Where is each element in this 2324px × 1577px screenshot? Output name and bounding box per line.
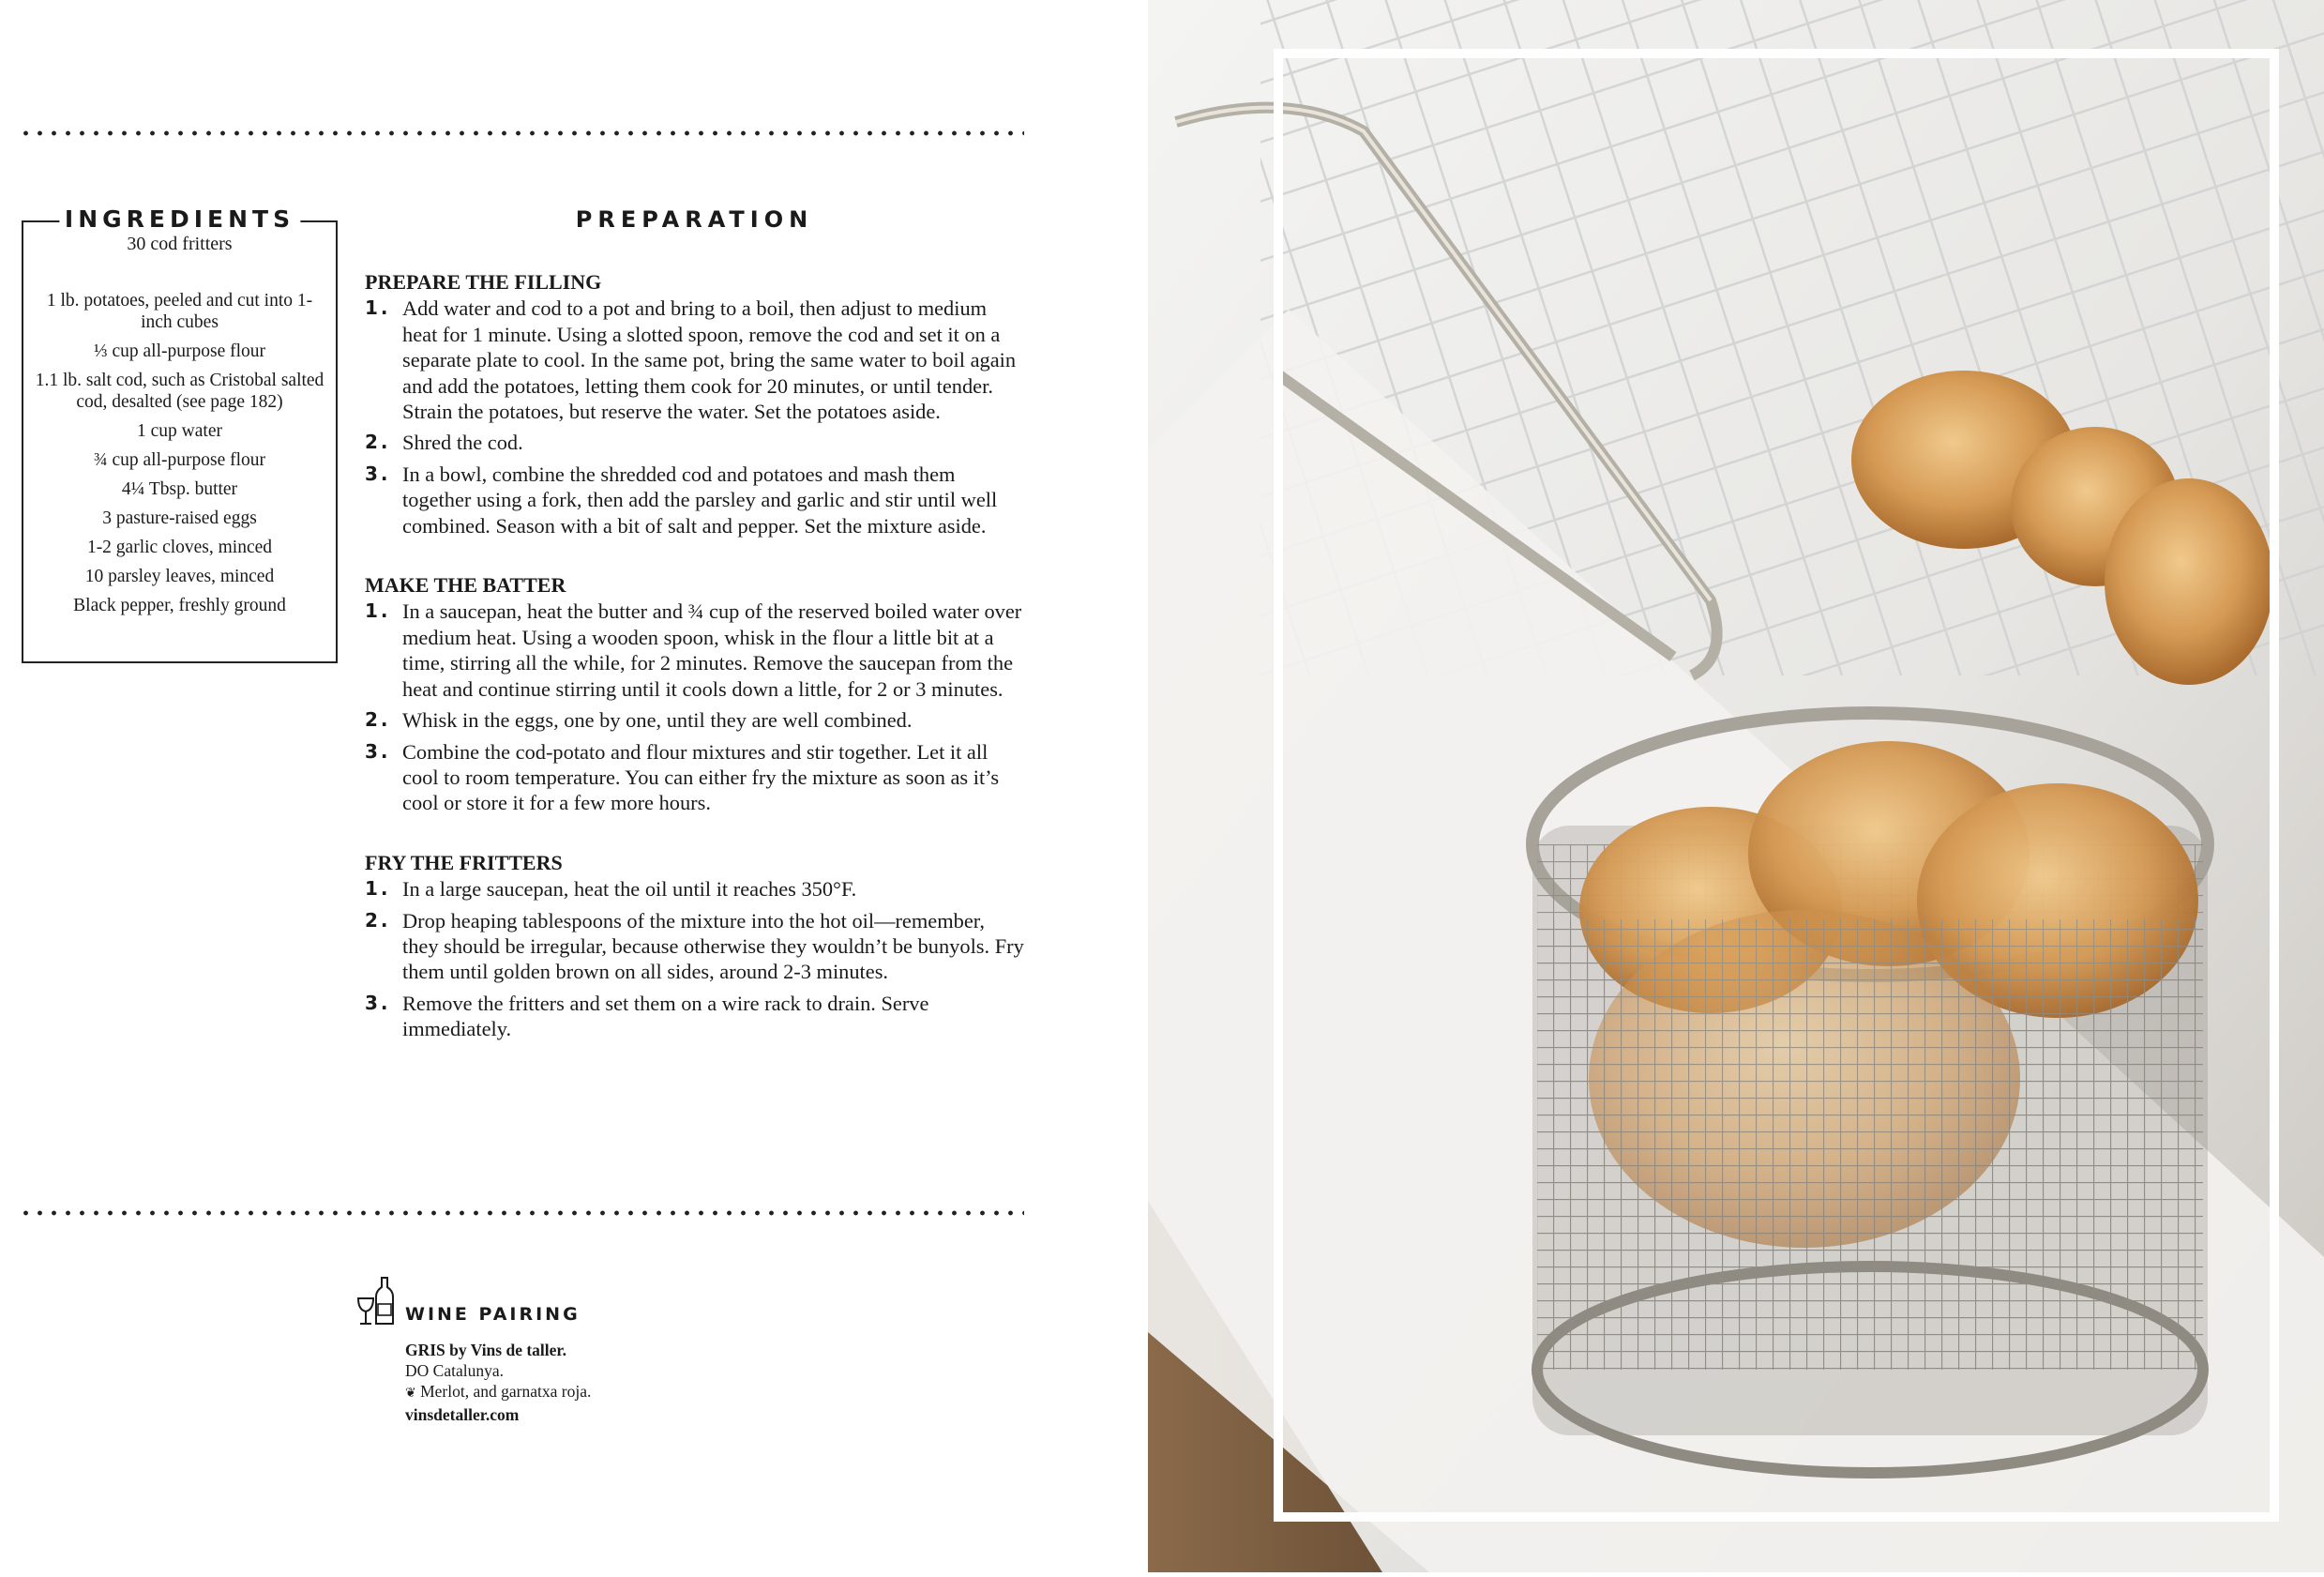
step-item <box>365 430 1024 455</box>
ingredient-item: 1.1 lb. salt cod, such as Cristobal salted cod, desalted (see page 182) <box>35 371 324 412</box>
step-item <box>365 991 1024 1042</box>
ingredient-item: 4¼ Tbsp. butter <box>121 479 238 499</box>
step-item <box>365 908 1024 985</box>
wine-pairing-heading: WINE PAIRING <box>405 1304 581 1325</box>
step-number: 1. <box>365 599 391 623</box>
ingredient-item: 3 pasture-raised eggs <box>102 508 257 528</box>
top-dotted-divider <box>19 130 1024 136</box>
step-text: Whisk in the eggs, one by one, until they are well combined. <box>402 708 913 733</box>
step-number: 1. <box>365 877 391 901</box>
step-text: Combine the cod-potato and flour mixtures and stir together. Let it all cool to room temperature. You can either fry the mixture as soon as it’s cool or store it for a few more hours. <box>402 739 1000 815</box>
step-number: 2. <box>365 708 391 732</box>
ingredient-item: 1 lb. potatoes, peeled and cut into 1-inch cubes <box>46 291 313 332</box>
ingredient-item: ¾ cup all-purpose flour <box>93 450 266 470</box>
step-text: In a bowl, combine the shredded cod and potatoes and mash them together using a fork, then add the parsley and garlic and stir until well combined. Season with a bit of salt and pepper. Set the mixture aside. <box>402 462 998 538</box>
preparation-steps <box>365 269 1024 1076</box>
preparation-section <box>365 850 1024 1042</box>
step-item <box>365 599 1024 702</box>
step-item <box>365 296 1024 424</box>
preparation-heading: PREPARATION <box>575 206 814 233</box>
step-text: Shred the cod. <box>402 431 523 455</box>
step-number: 3. <box>365 991 391 1014</box>
section-title: PREPARE THE FILLING <box>365 270 602 294</box>
wine-region: DO Catalunya. <box>405 1361 504 1380</box>
ingredient-item: 10 parsley leaves, minced <box>84 567 275 586</box>
preparation-section <box>365 572 1024 816</box>
wine-glass-bottle-icon <box>356 1276 398 1327</box>
wine-grapes: Merlot, and garnatxa roja. <box>420 1382 592 1401</box>
step-number: 3. <box>365 739 391 763</box>
bottom-dotted-divider <box>19 1210 1024 1216</box>
step-text: Add water and cod to a pot and bring to a boil, then adjust to medium heat for 1 minute. Using a slotted spoon, remove the cod and set it on a separate plate to cool. In the same pot, bring the same water to boil again and add the potatoes, letting them cook for 20 minutes, or until tender. Strain the potatoes, but reserve the water. Set the potatoes aside. <box>402 296 1017 424</box>
section-title: MAKE THE BATTER <box>365 573 566 598</box>
preparation-section <box>365 269 1024 538</box>
step-text: In a saucepan, heat the butter and ¾ cup of the reserved boiled water over medium heat. Using a wooden spoon, whisk in the flour a little bit at a time, stirring all the while, for 2 minutes. Remove the saucepan from the heat and continue stirring until it cools down a little, for 2 or 3 minutes. <box>402 599 1022 701</box>
ingredients-yield: 30 cod fritters <box>127 234 233 254</box>
ingredient-item: 1 cup water <box>137 421 222 441</box>
step-item <box>365 707 1024 733</box>
wine-grapes-line <box>405 1381 591 1404</box>
ingredient-item: ⅓ cup all-purpose flour <box>93 341 266 361</box>
ingredients-box <box>22 205 338 663</box>
photo-white-frame <box>1274 49 2279 1522</box>
step-number: 2. <box>365 908 391 932</box>
step-item <box>365 462 1024 538</box>
step-text: Remove the fritters and set them on a wire rack to drain. Serve immediately. <box>402 991 929 1041</box>
wine-website[interactable]: vinsdetaller.com <box>405 1405 520 1424</box>
step-item <box>365 876 1024 902</box>
grape-icon: ❦ <box>405 1387 416 1401</box>
step-number: 1. <box>365 296 391 320</box>
section-title: FRY THE FRITTERS <box>365 850 563 874</box>
step-text: Drop heaping tablespoons of the mixture into the hot oil—remember, they should be irregular, because otherwise they wouldn’t be bunyols. Fry them until golden brown on all sides, around 2-3 minutes. <box>402 908 1024 984</box>
ingredient-item: Black pepper, freshly ground <box>73 596 286 615</box>
step-item <box>365 739 1024 816</box>
wine-name: GRIS by Vins de taller. <box>405 1341 566 1359</box>
recipe-page <box>0 0 1148 1572</box>
step-number: 2. <box>365 431 391 454</box>
ingredient-item: 1-2 garlic cloves, minced <box>86 538 273 557</box>
wine-details <box>405 1340 591 1425</box>
step-number: 3. <box>365 462 391 485</box>
ingredients-heading: INGREDIENTS <box>59 205 300 233</box>
step-text: In a large saucepan, heat the oil until it reaches 350°F. <box>402 877 857 902</box>
ingredients-list <box>23 290 336 624</box>
